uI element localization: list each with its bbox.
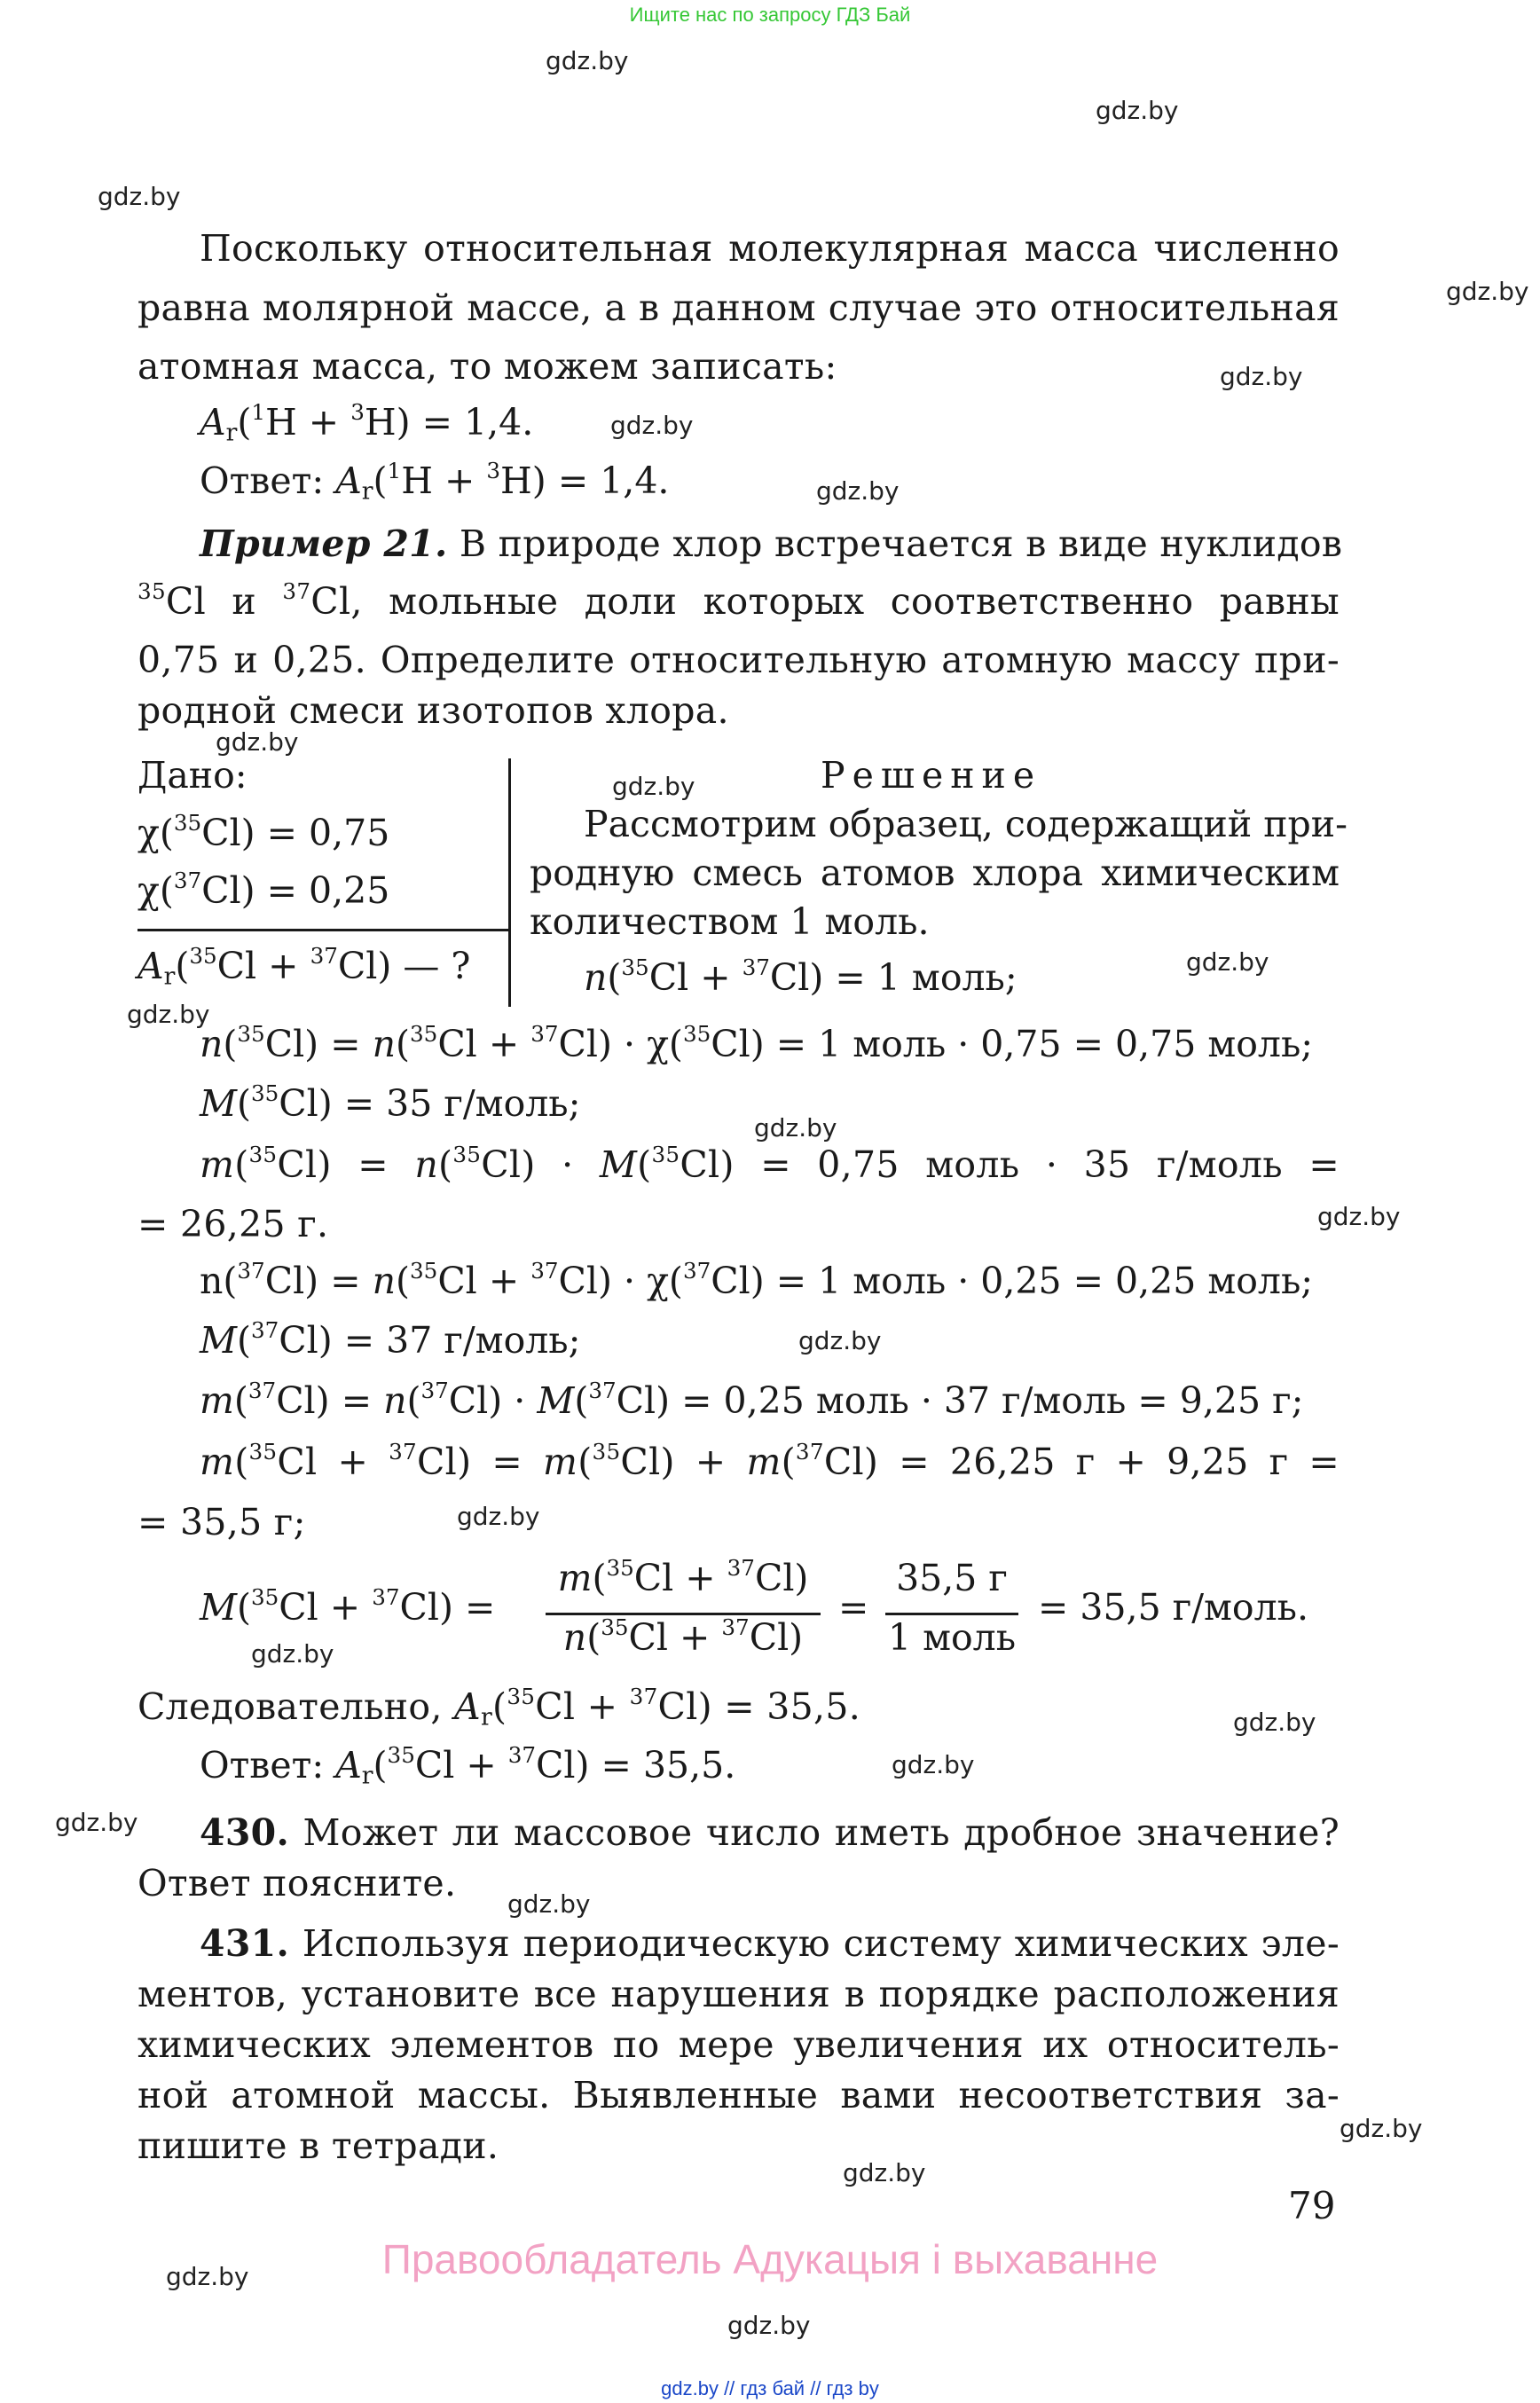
watermark: gdz.by bbox=[754, 1113, 837, 1143]
given-vertical-divider bbox=[508, 758, 511, 1007]
example-line-1: Пример 21. В природе хлор встречается в виде нуклидов bbox=[200, 522, 1343, 565]
calc-M-mix-result: = 35,5 г/моль. bbox=[1038, 1586, 1308, 1629]
watermark: gdz.by bbox=[843, 2158, 926, 2187]
watermark: gdz.by bbox=[546, 46, 629, 75]
solution-n-total: n($^{35}$Cl + $^{37}$Cl) = 1 моль; bbox=[584, 954, 1018, 999]
watermark: gdz.by bbox=[457, 1502, 540, 1531]
watermark: gdz.by bbox=[610, 411, 694, 440]
equation-ar-h: $A_r(^1H + ^3H) = 1,4$. bbox=[200, 398, 534, 447]
fraction-numerator: m($^{35}$Cl + $^{37}$Cl) bbox=[557, 1554, 809, 1599]
watermark: gdz.by bbox=[612, 772, 695, 801]
calc-n-35: n($^{35}$Cl) = n($^{35}$Cl + $^{37}$Cl) · χ($^{35}$Cl) = 1 моль · 0,75 = 0,75 моль; bbox=[200, 1020, 1314, 1065]
watermark: gdz.by bbox=[98, 182, 181, 211]
conclusion: Следовательно, $A_r(^{35}Cl + ^{37}Cl) = 35,5$. bbox=[138, 1683, 861, 1732]
given-divider bbox=[138, 929, 510, 931]
fraction2-numerator: 35,5 г bbox=[896, 1557, 1008, 1599]
calc-n-37: n($^{37}$Cl) = n($^{35}$Cl + $^{37}$Cl) · χ($^{37}$Cl) = 1 моль · 0,25 = 0,25 моль; bbox=[200, 1257, 1314, 1302]
watermark: gdz.by bbox=[1220, 362, 1303, 391]
task-431-line-2: ментов, установите все нарушения в порядке расположения bbox=[138, 1973, 1340, 2015]
solution-line-2: родную смесь атомов хлора химическим bbox=[530, 852, 1340, 894]
fraction-bar bbox=[546, 1613, 821, 1615]
calc-M-35: M($^{35}$Cl) = 35 г/моль; bbox=[200, 1080, 581, 1125]
solution-label: Решение bbox=[821, 754, 1042, 797]
solution-line-3: количеством 1 моль. bbox=[530, 900, 930, 943]
watermark: gdz.by bbox=[727, 2311, 811, 2340]
task-431-line-5: пишите в тетради. bbox=[138, 2124, 499, 2167]
intro-line-1: Поскольку относительная молекулярная масса численно bbox=[200, 227, 1340, 270]
top-banner: Ищите нас по запросу ГДЗ Бай bbox=[629, 4, 911, 26]
example-line-3: 0,75 и 0,25. Определите относительную атомную массу при- bbox=[138, 639, 1340, 681]
given-chi-37: χ($^{37}$Cl) = 0,25 bbox=[138, 867, 390, 912]
example-line-4: родной смеси изотопов хлора. bbox=[138, 689, 729, 732]
page-number: 79 bbox=[1288, 2184, 1336, 2227]
calc-M-mix-left: M($^{35}$Cl + $^{37}$Cl) = bbox=[200, 1583, 496, 1629]
watermark: gdz.by bbox=[216, 727, 299, 757]
answer-ar-cl: Ответ: $A_r(^{35}Cl + ^{37}Cl) = 35,5$. bbox=[200, 1741, 736, 1790]
intro-line-3: атомная масса, то можем записать: bbox=[138, 345, 837, 388]
fraction2-denominator: 1 моль bbox=[887, 1616, 1017, 1659]
fraction-denominator: n($^{35}$Cl + $^{37}$Cl) bbox=[562, 1614, 804, 1659]
task-430-line-1: 430. Может ли массовое число иметь дробное значение? bbox=[200, 1811, 1340, 1854]
example-line-2: $^{35}$Cl и $^{37}$Cl, мольные доли которых соответственно равны bbox=[138, 577, 1340, 623]
watermark: gdz.by bbox=[1186, 947, 1269, 977]
watermark: gdz.by bbox=[166, 2262, 249, 2291]
task-431-line-4: ной атомной массы. Выявленные вами несоответствия за- bbox=[138, 2074, 1340, 2116]
watermark: gdz.by bbox=[1340, 2114, 1423, 2143]
task-430-line-2: Ответ поясните. bbox=[138, 1862, 457, 1904]
fraction-equals: = bbox=[838, 1586, 869, 1629]
calc-m-37: m($^{37}$Cl) = n($^{37}$Cl) · M($^{37}$Cl) = 0,25 моль · 37 г/моль = 9,25 г; bbox=[200, 1377, 1304, 1422]
watermark: gdz.by bbox=[1446, 277, 1529, 306]
watermark: gdz.by bbox=[55, 1808, 138, 1837]
watermark: gdz.by bbox=[798, 1326, 882, 1355]
watermark: gdz.by bbox=[1233, 1708, 1316, 1737]
given-chi-35: χ($^{35}$Cl) = 0,75 bbox=[138, 809, 390, 854]
watermark: gdz.by bbox=[816, 476, 900, 506]
bottom-banner: gdz.by // гдз бай // гдз by bbox=[661, 2377, 879, 2399]
watermark: gdz.by bbox=[1317, 1202, 1401, 1231]
calc-m-sum-line-2: = 35,5 г; bbox=[138, 1501, 306, 1543]
given-label: Дано: bbox=[138, 754, 248, 797]
watermark: gdz.by bbox=[892, 1750, 975, 1779]
calc-m-sum-line-1: m($^{35}$Cl + $^{37}$Cl) = m($^{35}$Cl) + m($^{37}$Cl) = 26,25 г + 9,25 г = bbox=[200, 1438, 1340, 1483]
solution-line-1: Рассмотрим образец, содержащий при- bbox=[584, 803, 1348, 845]
calc-m-35-line-1: m($^{35}$Cl) = n($^{35}$Cl) · M($^{35}$Cl) = 0,75 моль · 35 г/моль = bbox=[200, 1141, 1340, 1186]
task-431-line-3: химических элементов по мере увеличения их относитель- bbox=[138, 2023, 1340, 2066]
given-find: $A_r(^{35}Cl + ^{37}Cl)$ — ? bbox=[138, 942, 471, 991]
watermark: gdz.by bbox=[127, 1000, 210, 1029]
task-431-line-1: 431. Используя периодическую систему химических эле- bbox=[200, 1922, 1340, 1965]
fraction2-bar bbox=[885, 1613, 1018, 1615]
watermark: gdz.by bbox=[507, 1889, 591, 1919]
intro-line-2: равна молярной массе, а в данном случае это относительная bbox=[138, 287, 1340, 329]
watermark: gdz.by bbox=[1096, 96, 1179, 125]
calc-M-37: M($^{37}$Cl) = 37 г/моль; bbox=[200, 1316, 581, 1362]
answer-ar-h: Ответ: $A_r(^1H + ^3H) = 1,4$. bbox=[200, 457, 670, 506]
calc-m-35-line-2: = 26,25 г. bbox=[138, 1203, 329, 1245]
footer-rights: Правообладатель Адукацыя і выхаванне bbox=[381, 2236, 1159, 2282]
watermark: gdz.by bbox=[251, 1639, 334, 1669]
